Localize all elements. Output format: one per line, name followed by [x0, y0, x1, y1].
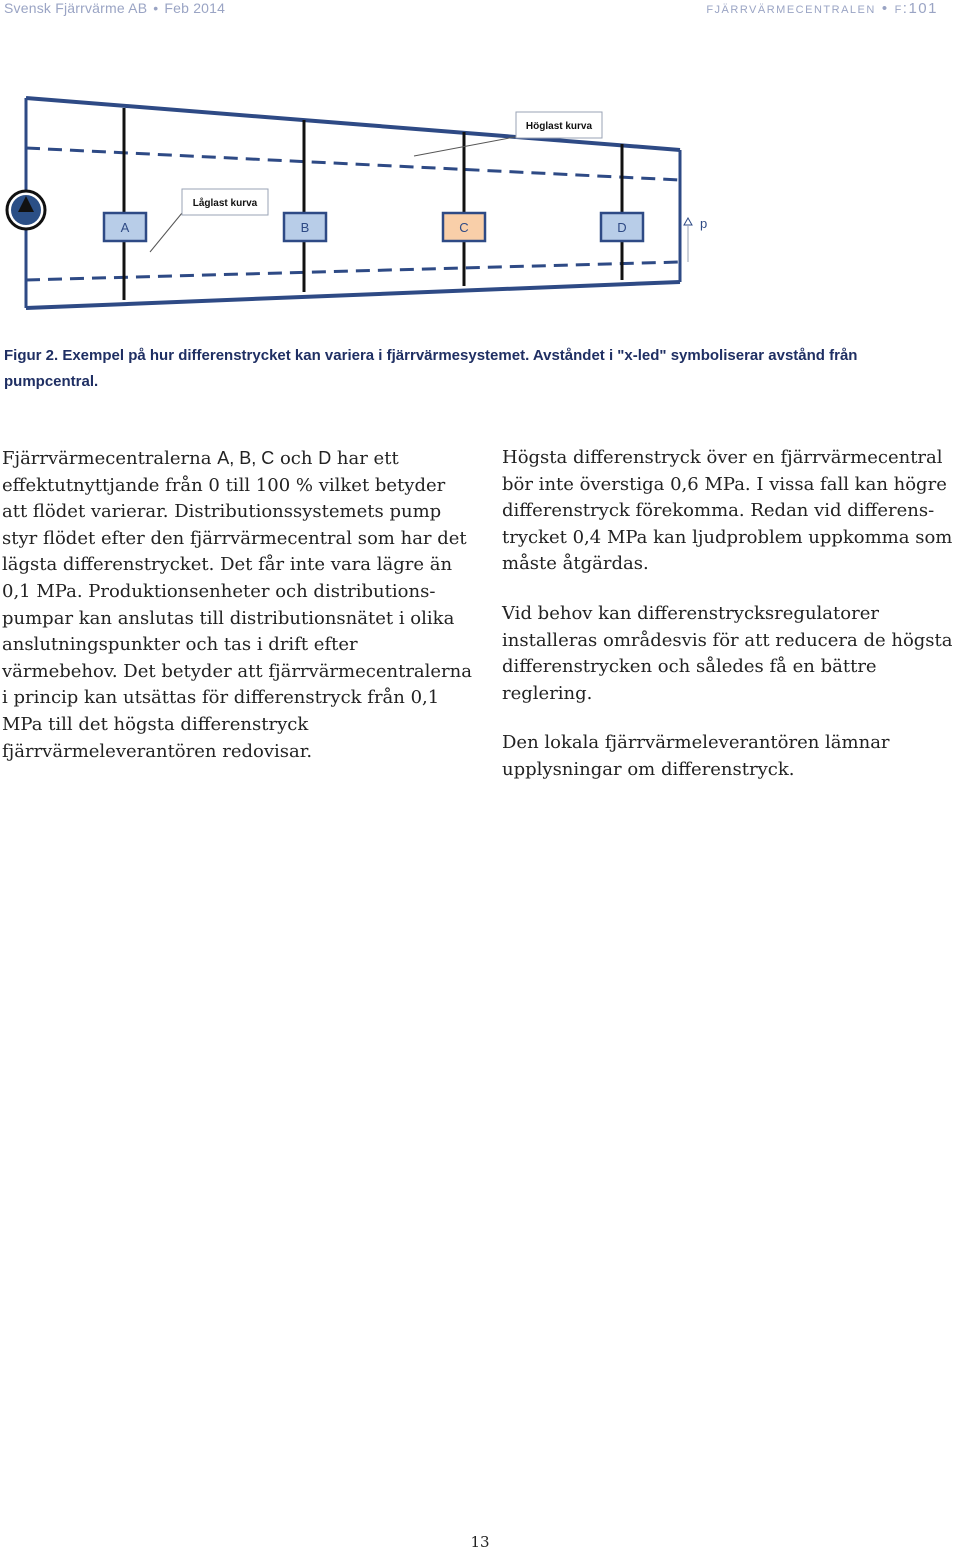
central-a-label: A — [120, 220, 130, 235]
high-load-label: Höglast kurva — [525, 121, 593, 132]
header-company: Svensk Fjärrvärme AB — [4, 0, 148, 16]
low-load-label: Låglast kurva — [192, 198, 258, 209]
left-column — [2, 445, 472, 788]
header-left — [4, 0, 225, 18]
left-paragraph — [2, 445, 472, 765]
left-text-3: har ett effektutnyttjande från 0 till 100 % vilket betyder att flödet varierar. Distributionssystemets pump styr flödet efter den fjärrvärmecentral som har det lägsta differenstrycket. Det får inte vara lägre än 0,1 MPa. Produktionsenheter och distributionspumpar kan anslutas till distributionsnätet i olika anslutningspunkter och tas i drift efter värmebehov. Det betyder att fjärrvärmecentralerna i princip kan utsättas för differenstryck från 0,1 MPa till det högsta differenstryck fjärrvärmeleverantören redovisar. — [2, 448, 472, 762]
header-separator: • — [153, 0, 159, 16]
pressure-arrow-icon — [684, 218, 692, 262]
figure-caption: Figur 2. Exempel på hur differenstrycket kan variera i fjärrvärmesystemet. Avståndet i "x-led" symboliserar avstånd från pumpcentral. — [4, 347, 858, 390]
left-text-central-d: D — [318, 448, 332, 468]
central-c — [443, 213, 485, 241]
central-c-label: C — [459, 220, 469, 235]
left-text-2: och — [274, 448, 319, 469]
central-b-label: B — [300, 220, 310, 235]
right-paragraph-3: Den lokala fjärrvärmeleverantören lämnar upplysningar om differenstryck. — [502, 732, 890, 780]
central-a — [104, 213, 146, 241]
high-load-callout — [516, 112, 602, 138]
pressure-label: p — [700, 216, 708, 231]
central-b — [284, 213, 326, 241]
header-doc-title: fjärrvärmecentralen — [706, 0, 876, 17]
header-doc-code: f:101 — [894, 0, 938, 17]
right-paragraph-1: Högsta differenstryck över en fjärrvärmecentral bör inte överstiga 0,6 MPa. I vissa fall kan högre differenstryck förekomma. Redan vid differenstrycket 0,4 MPa kan ljudproblem uppkomma som måste åtgärdas. — [502, 447, 953, 575]
left-text-1: Fjärrvärmecentralerna — [2, 448, 218, 469]
header-separator-right: • — [881, 0, 889, 17]
left-text-centrals: A, B, C — [217, 448, 275, 468]
header-right — [706, 0, 938, 18]
high-load-leader — [414, 136, 520, 156]
pump-icon — [7, 191, 45, 229]
pressure-diagram — [0, 80, 960, 320]
right-paragraph-2: Vid behov kan differenstrycksregulatorer installeras områdesvis för att reducera de högsta differenstrycken och således få en bättre reglering. — [502, 602, 953, 704]
central-d — [601, 213, 643, 241]
central-d-label: D — [617, 220, 627, 235]
low-load-callout — [182, 189, 268, 215]
header-date: Feb 2014 — [164, 0, 226, 16]
low-load-leader — [150, 213, 182, 252]
right-column — [502, 445, 958, 807]
page-number: 13 — [470, 1533, 490, 1551]
